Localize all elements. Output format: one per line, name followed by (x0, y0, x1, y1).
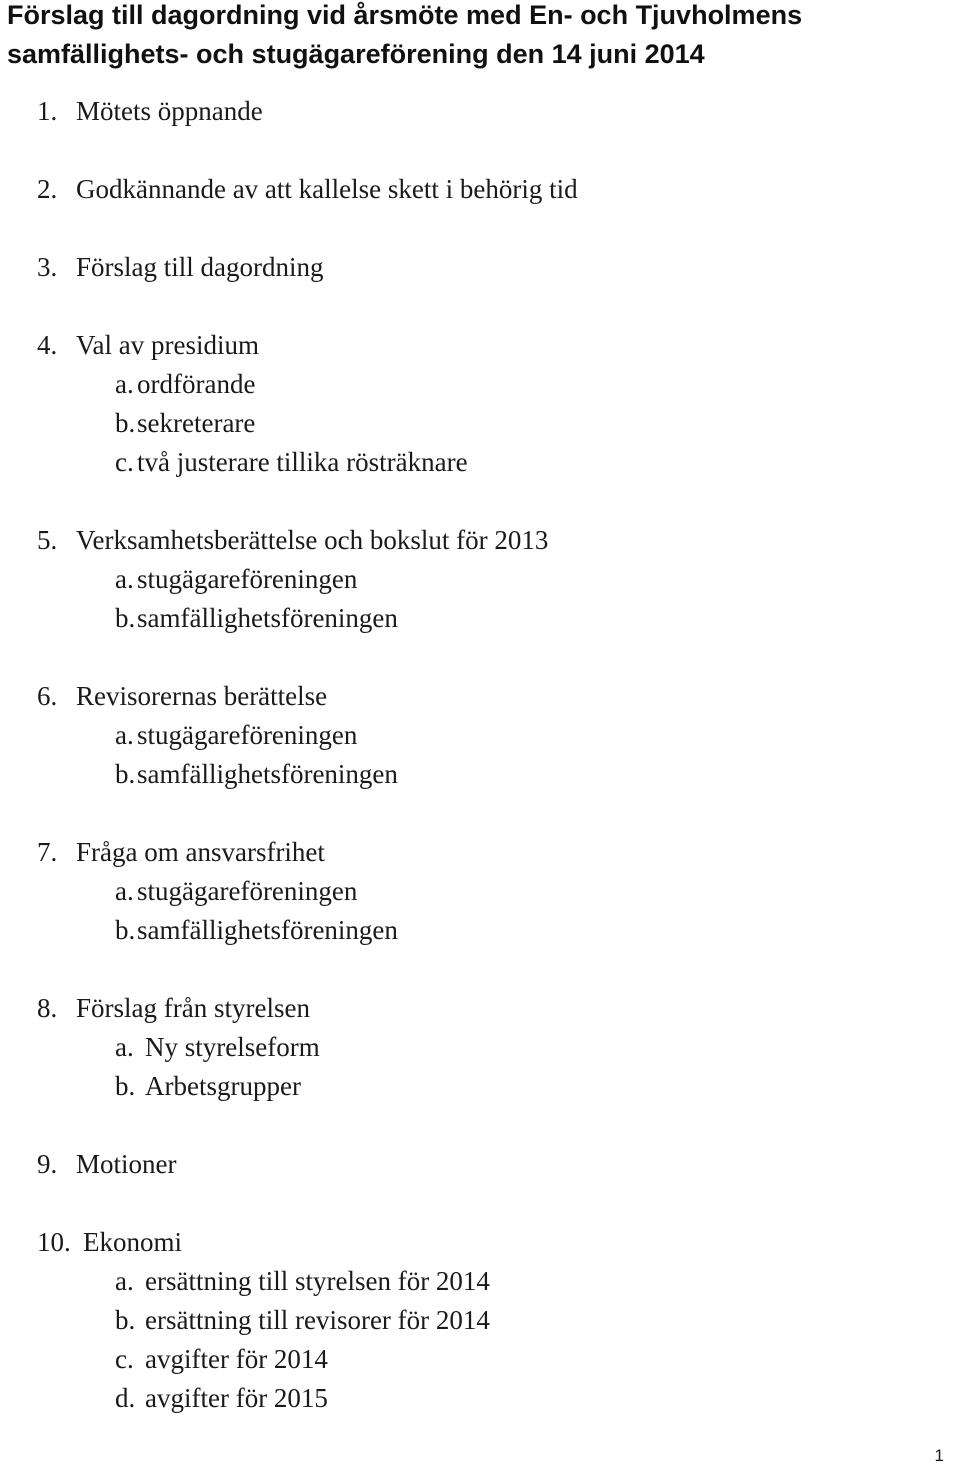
agenda-subitem (0, 1340, 960, 1379)
page-number: 1 (934, 1446, 944, 1465)
agenda-subitem-text: stugägareföreningen (137, 720, 358, 750)
agenda-item-text: Godkännande av att kallelse skett i behörig tid (76, 174, 578, 204)
agenda-item-10 (0, 1223, 960, 1418)
agenda-subitem-text: ersättning till styrelsen för 2014 (145, 1266, 490, 1296)
agenda-subitem (0, 1379, 960, 1418)
agenda-item-number: 6. (37, 681, 58, 711)
agenda-subitem-letter: a. (115, 876, 134, 906)
agenda-subitem (0, 911, 960, 950)
agenda-subitem (0, 599, 960, 638)
agenda-item-text: Revisorernas berättelse (76, 681, 328, 711)
agenda-subitem-letter: a. (115, 564, 134, 594)
agenda-item-number: 4. (37, 330, 58, 360)
agenda-subitem-letter: b. (115, 759, 136, 789)
agenda-subitem-text: stugägareföreningen (137, 564, 358, 594)
agenda-item-7 (0, 833, 960, 950)
agenda-subitem-text: ersättning till revisorer för 2014 (145, 1305, 490, 1335)
agenda-item-text: Fråga om ansvarsfrihet (76, 837, 325, 867)
agenda-item-number: 7. (37, 837, 58, 867)
agenda-subitem (0, 872, 960, 911)
agenda-item-5 (0, 521, 960, 638)
agenda-subitem-letter: c. (115, 1344, 134, 1374)
agenda-item-text: Mötets öppnande (76, 96, 263, 126)
agenda-item-text: Förslag från styrelsen (76, 993, 310, 1023)
agenda-subitem (0, 755, 960, 794)
agenda-item-2 (0, 170, 960, 209)
agenda-subitem-text: avgifter för 2014 (145, 1344, 328, 1374)
agenda-subitem-letter: a. (115, 1032, 134, 1062)
agenda-item-4 (0, 326, 960, 482)
agenda-subitem-letter: a. (115, 720, 134, 750)
agenda-subitem (0, 1262, 960, 1301)
agenda-item-number: 1. (37, 96, 58, 126)
agenda-subitem (0, 404, 960, 443)
agenda-subitem (0, 365, 960, 404)
agenda-item-text: Verksamhetsberättelse och bokslut för 2013 (76, 525, 549, 555)
agenda-subitem-letter: a. (115, 369, 134, 399)
agenda-subitem-text: sekreterare (137, 408, 256, 438)
agenda-item-number: 2. (37, 174, 58, 204)
agenda-subitem (0, 716, 960, 755)
agenda-item-text: Förslag till dagordning (76, 252, 324, 282)
title-line-2: samfällighets- och stugägareförening den 14 juni 2014 (7, 39, 705, 69)
agenda-subitem-letter: b. (115, 603, 136, 633)
agenda-subitem (0, 1028, 960, 1067)
agenda-subitem-letter: b. (115, 1305, 136, 1335)
agenda-item-number: 5. (37, 525, 58, 555)
agenda-subitem-text: Ny styrelseform (145, 1032, 320, 1062)
agenda-item-3 (0, 248, 960, 287)
document-title (7, 0, 802, 74)
agenda-subitem (0, 1301, 960, 1340)
agenda-subitem-text: samfällighetsföreningen (137, 915, 398, 945)
agenda-list (0, 92, 960, 1457)
agenda-subitem-letter: b. (115, 408, 136, 438)
agenda-item-1 (0, 92, 960, 131)
agenda-subitem (0, 560, 960, 599)
agenda-subitem-letter: c. (115, 447, 134, 477)
agenda-item-8 (0, 989, 960, 1106)
title-line-1: Förslag till dagordning vid årsmöte med En- och Tjuvholmens (7, 0, 803, 30)
agenda-subitem (0, 1067, 960, 1106)
agenda-item-number: 8. (37, 993, 58, 1023)
agenda-subitem-letter: b. (115, 915, 136, 945)
agenda-item-number: 10. (37, 1227, 71, 1257)
agenda-subitem-text: samfällighetsföreningen (137, 603, 398, 633)
agenda-subitem-letter: d. (115, 1383, 136, 1413)
agenda-subitem-text: stugägareföreningen (137, 876, 358, 906)
agenda-subitem-text: två justerare tillika rösträknare (137, 447, 468, 477)
agenda-item-9 (0, 1145, 960, 1184)
agenda-subitem-text: samfällighetsföreningen (137, 759, 398, 789)
agenda-subitem-letter: a. (115, 1266, 134, 1296)
agenda-item-text: Motioner (76, 1149, 177, 1179)
agenda-subitem (0, 443, 960, 482)
agenda-item-text: Ekonomi (83, 1227, 182, 1257)
agenda-subitem-text: Arbetsgrupper (145, 1071, 301, 1101)
agenda-item-number: 9. (37, 1149, 58, 1179)
agenda-subitem-text: avgifter för 2015 (145, 1383, 328, 1413)
agenda-subitem-letter: b. (115, 1071, 136, 1101)
agenda-item-text: Val av presidium (76, 330, 259, 360)
agenda-subitem-text: ordförande (137, 369, 256, 399)
agenda-item-6 (0, 677, 960, 794)
agenda-item-number: 3. (37, 252, 58, 282)
